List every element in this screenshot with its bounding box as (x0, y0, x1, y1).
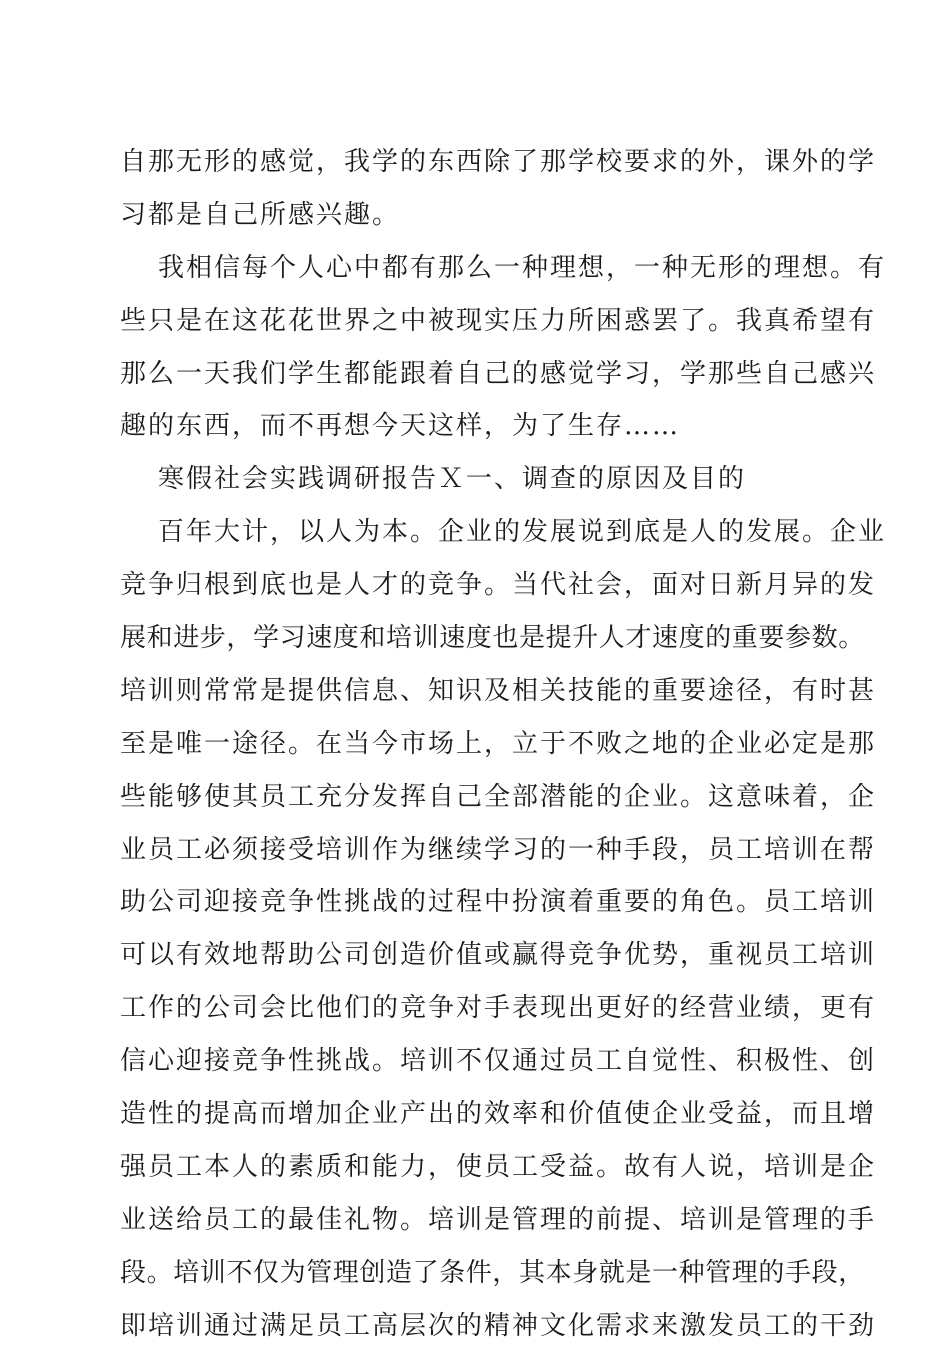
text-line: 段。培训不仅为管理创造了条件，其本身就是一种管理的手段， (120, 1257, 865, 1288)
text-line: 工作的公司会比他们的竞争对手表现出更好的经营业绩，更有 (120, 993, 877, 1024)
paragraph-3-heading (120, 453, 840, 506)
text-line: 百年大计，以人为本。企业的发展说到底是人的发展。企业 (158, 517, 887, 548)
text-line: 即培训通过满足员工高层次的精神文化需求来激发员工的干劲 (120, 1310, 877, 1341)
text-line: 业员工必须接受培训作为继续学习的一种手段，员工培训在帮 (120, 834, 877, 865)
paragraph-1 (120, 136, 877, 242)
text-line: 业送给员工的最佳礼物。培训是管理的前提、培训是管理的手 (120, 1204, 877, 1235)
text-line: 自那无形的感觉，我学的东西除了那学校要求的外，课外的学 (120, 147, 877, 177)
text-line: 造性的提高而增加企业产出的效率和价值使企业受益，而且增 (120, 1099, 877, 1130)
text-line: 展和进步，学习速度和培训速度也是提升人才速度的重要参数。 (120, 623, 865, 654)
text-line: 强员工本人的素质和能力，使员工受益。故有人说，培训是企 (120, 1151, 877, 1182)
text-line: 竞争归根到底也是人才的竞争。当代社会，面对日新月异的发 (120, 570, 877, 601)
text-line: 习都是自己所感兴趣。 (120, 199, 401, 230)
text-line: 助公司迎接竞争性挑战的过程中扮演着重要的角色。员工培训 (120, 887, 877, 918)
text-line: 些能够使其员工充分发挥自己全部潜能的企业。这意味着，企 (120, 781, 877, 812)
text-line: 培训则常常是提供信息、知识及相关技能的重要途径，有时甚 (120, 675, 877, 706)
text-line: 那么一天我们学生都能跟着自己的感觉学习，学那些自己感兴 (120, 358, 877, 389)
text-line: 些只是在这花花世界之中被现实压力所困惑罢了。我真希望有 (120, 305, 877, 336)
text-line: 可以有效地帮助公司创造价值或赢得竞争优势，重视员工培训 (120, 940, 877, 971)
document-body (120, 136, 887, 1352)
section-heading: 寒假社会实践调研报告Ｘ一、调查的原因及目的 (158, 464, 747, 495)
paragraph-2 (120, 242, 887, 454)
text-line: 趣的东西，而不再想今天这样，为了生存…… (120, 411, 681, 442)
text-line: 信心迎接竞争性挑战。培训不仅通过员工自觉性、积极性、创 (120, 1046, 877, 1077)
text-line: 至是唯一途径。在当今市场上，立于不败之地的企业必定是那 (120, 728, 877, 759)
text-line: 我相信每个人心中都有那么一种理想，一种无形的理想。有 (158, 252, 887, 283)
paragraph-4 (120, 506, 887, 1352)
